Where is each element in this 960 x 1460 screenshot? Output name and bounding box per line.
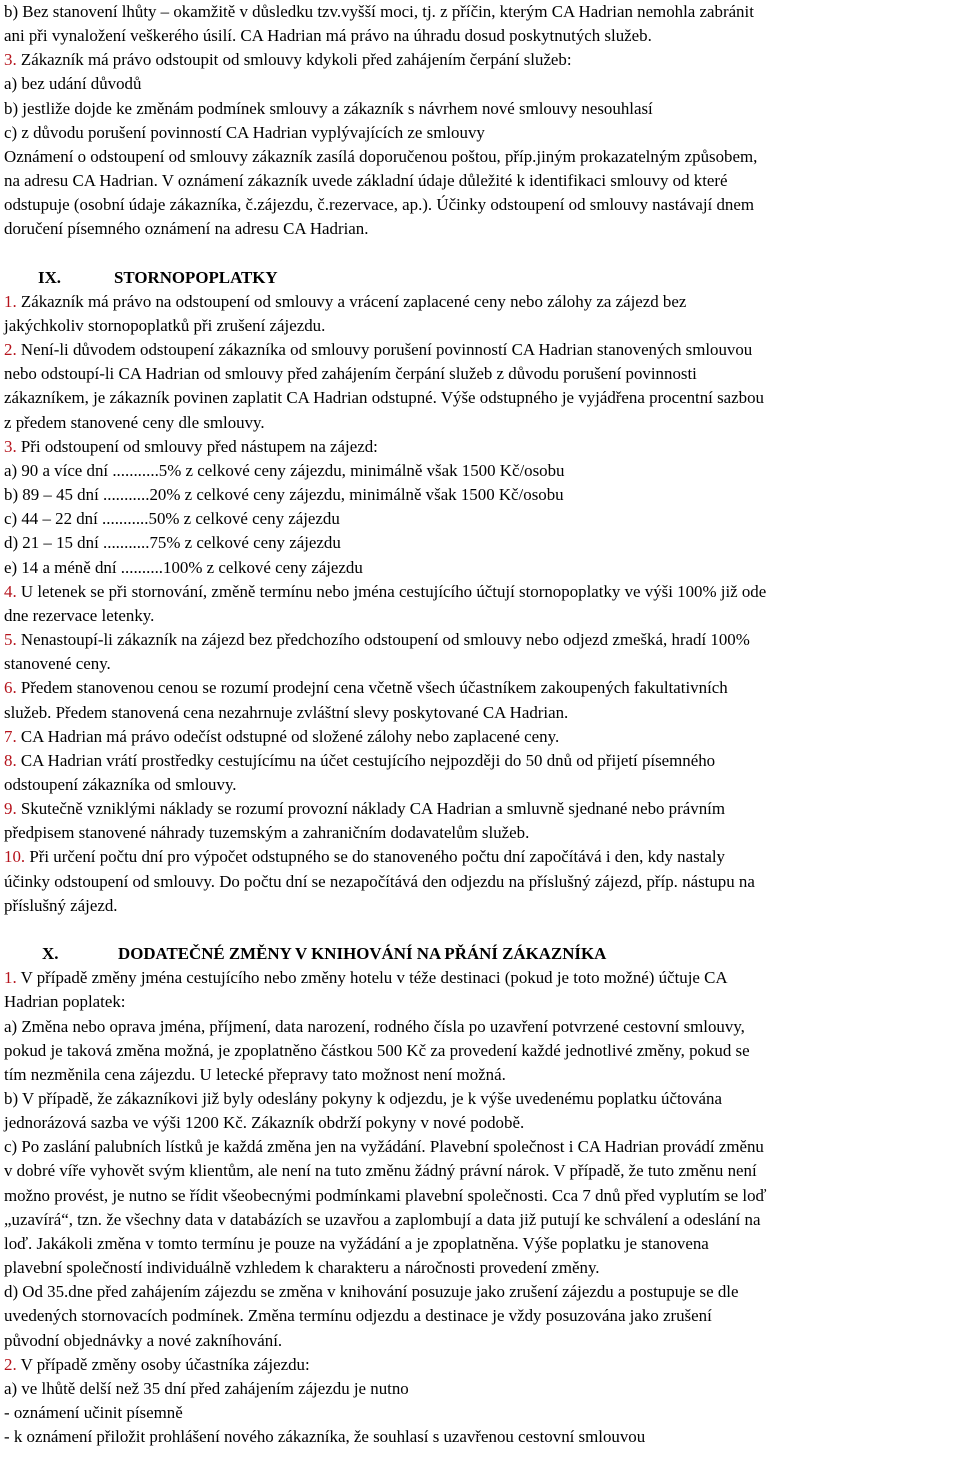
line-text: a) ve lhůtě delší než 35 dní před zahájením zájezdu je nutno <box>4 1378 409 1398</box>
text-line <box>4 1304 960 1328</box>
line-text: „uzavírá“, tzn. že všechny data v databázích se uzavřou a zaplombují a data již putují ke schválení a odeslání na <box>4 1209 761 1229</box>
line-text: nebo odstoupí-li CA Hadrian od smlouvy před zahájením čerpání služeb z důvodu porušení povinnosti <box>4 364 697 384</box>
line-text: CA Hadrian má právo odečíst odstupné od složené zálohy nebo zaplacené ceny. <box>16 726 560 746</box>
item-number: 9. <box>4 799 17 819</box>
text-line <box>4 145 960 169</box>
text-line <box>4 1039 960 1063</box>
text-line <box>4 1111 960 1135</box>
numbered-line <box>4 338 960 362</box>
item-number: 8. <box>4 750 17 770</box>
line-text: c) 44 – 22 dní ...........50% z celkové ceny zájezdu <box>4 509 340 529</box>
line-text: stanovené ceny. <box>4 654 111 674</box>
text-line <box>4 314 960 338</box>
line-text: ani při vynaložení veškerého úsilí. CA Hadrian má právo na úhradu dosud poskytnutých služeb. <box>4 26 652 46</box>
line-text: příslušný zájezd. <box>4 895 118 915</box>
item-number: 7. <box>4 726 17 746</box>
numbered-line <box>4 966 960 990</box>
section-number: IX. <box>38 267 61 287</box>
text-line <box>4 386 960 410</box>
text-line <box>4 894 960 918</box>
text-line <box>4 459 960 483</box>
text-line <box>4 1232 960 1256</box>
text-line <box>4 72 960 96</box>
text-line <box>4 0 960 24</box>
line-text: Není-li důvodem odstoupení zákazníka od smlouvy porušení povinností CA Hadrian stanovených smlouvou <box>16 340 753 360</box>
line-text: Skutečně vzniklými náklady se rozumí provozní náklady CA Hadrian a smluvně sjednané nebo právním <box>16 799 725 819</box>
line-text: - oznámení učinit písemně <box>4 1403 183 1423</box>
line-text: v dobré víře vyhovět svým klientům, ale není na tuto změnu žádný právní nárok. V případě, že tuto změnu není <box>4 1161 757 1181</box>
spacer <box>4 242 960 266</box>
item-number: 3. <box>4 50 17 70</box>
numbered-line <box>4 725 960 749</box>
line-text: a) bez udání důvodů <box>4 74 142 94</box>
text-line <box>4 604 960 628</box>
line-text: předpisem stanovené náhrady tuzemským a zahraničním dodavatelům služeb. <box>4 823 530 843</box>
line-text: Při odstoupení od smlouvy před nástupem na zájezd: <box>16 436 378 456</box>
numbered-line <box>4 628 960 652</box>
item-number: 3. <box>4 436 17 456</box>
line-text: d) Od 35.dne před zahájením zájezdu se změna v knihování posuzuje jako zrušení zájezdu a postupuje se dle <box>4 1282 739 1302</box>
text-line <box>4 169 960 193</box>
line-text: a) 90 a více dní ...........5% z celkové ceny zájezdu, minimálně však 1500 Kč/osobu <box>4 460 565 480</box>
line-text: služeb. Předem stanovená cena nezahrnuje zvláštní slevy poskytované CA Hadrian. <box>4 702 569 722</box>
line-text: b) 89 – 45 dní ...........20% z celkové ceny zájezdu, minimálně však 1500 Kč/osobu <box>4 485 564 505</box>
paragraph-force-majeure <box>4 0 960 48</box>
line-text: d) 21 – 15 dní ...........75% z celkové ceny zájezdu <box>4 533 341 553</box>
line-text: dne rezervace letenky. <box>4 605 155 625</box>
line-text: V případě změny osoby účastníka zájezdu: <box>16 1354 310 1374</box>
line-text: Při určení počtu dní pro výpočet odstupného se do stanoveného počtu dní započítává i den, kdy nastaly <box>25 847 725 867</box>
line-text: z předem stanovené ceny dle smlouvy. <box>4 412 265 432</box>
numbered-line <box>4 845 960 869</box>
text-line <box>4 701 960 725</box>
text-line <box>4 531 960 555</box>
section-number: X. <box>42 944 59 964</box>
line-text: zákazníkem, je zákazník povinen zaplatit CA Hadrian odstupné. Výše odstupného je vyjádřena procentní sazbou <box>4 388 764 408</box>
text-line <box>4 24 960 48</box>
text-line <box>4 1401 960 1425</box>
line-text: - k oznámení přiložit prohlášení nového zákazníka, že souhlasí s uzavřenou cestovní smlouvou <box>4 1427 646 1447</box>
line-text: e) 14 a méně dní ..........100% z celkové ceny zájezdu <box>4 557 363 577</box>
text-line <box>4 652 960 676</box>
spacer <box>4 918 960 942</box>
text-line <box>4 1329 960 1353</box>
line-text: jednorázová sazba ve výši 1200 Kč. Zákazník obdrží pokyny v nové podobě. <box>4 1113 525 1133</box>
numbered-line <box>4 676 960 700</box>
line-text: původní objednávky a nové zakníhování. <box>4 1330 283 1350</box>
text-line <box>4 1135 960 1159</box>
text-line <box>4 1015 960 1039</box>
item-number: 6. <box>4 678 17 698</box>
text-line <box>4 1208 960 1232</box>
paragraph-withdrawal <box>4 48 960 241</box>
numbered-line <box>4 749 960 773</box>
numbered-line <box>4 290 960 314</box>
text-line <box>4 1087 960 1111</box>
numbered-line <box>4 580 960 604</box>
text-line <box>4 1063 960 1087</box>
numbered-line <box>4 435 960 459</box>
text-line <box>4 48 960 72</box>
numbered-line <box>4 1353 960 1377</box>
text-line <box>4 217 960 241</box>
line-text: Hadrian poplatek: <box>4 992 126 1012</box>
text-line <box>4 870 960 894</box>
text-line <box>4 773 960 797</box>
line-text: loď. Jakákoli změna v tomto termínu je pouze na vyžádání a je zpoplatněna. Výše poplatku je stanovena <box>4 1233 709 1253</box>
text-line <box>4 193 960 217</box>
text-line <box>4 1377 960 1401</box>
line-text: c) z důvodu porušení povinností CA Hadrian vyplývajících ze smlouvy <box>4 122 485 142</box>
line-text: U letenek se při stornování, změně termínu nebo jména cestujícího účtují stornopoplatky ve výši 100% již ode <box>16 581 767 601</box>
line-text: Oznámení o odstoupení od smlouvy zákazník zasílá doporučenou poštou, příp.jiným prokazatelným způsobem, <box>4 146 758 166</box>
line-text: účinky odstoupení od smlouvy. Do počtu dní se nezapočítává den odjezdu na příslušný zájezd, příp. nástupu na <box>4 871 755 891</box>
text-line <box>4 507 960 531</box>
text-line <box>4 483 960 507</box>
section-title: DODATEČNÉ ZMĚNY V KNIHOVÁNÍ NA PŘÁNÍ ZÁKAZNÍKA <box>118 944 607 964</box>
text-line <box>4 362 960 386</box>
item-number: 4. <box>4 581 17 601</box>
line-text: Nenastoupí-li zákazník na zájezd bez předchozího odstoupení od smlouvy nebo odjezd zmešká, hradí 100% <box>16 630 750 650</box>
text-line <box>4 1425 960 1449</box>
line-text: b) jestliže dojde ke změnám podmínek smlouvy a zákazník s návrhem nové smlouvy nesouhlasí <box>4 98 653 118</box>
text-line <box>4 1184 960 1208</box>
line-text: doručení písemného oznámení na adresu CA Hadrian. <box>4 219 369 239</box>
item-number: 1. <box>4 968 17 988</box>
item-number: 1. <box>4 291 17 311</box>
line-text: tím nezměnila cena zájezdu. U letecké přepravy tato možnost není možná. <box>4 1064 506 1084</box>
text-line <box>4 556 960 580</box>
section-heading-ix <box>4 266 960 290</box>
text-line <box>4 990 960 1014</box>
text-line <box>4 97 960 121</box>
line-text: pokud je taková změna možná, je zpoplatněno částkou 500 Kč za provedení každé jednotlivé změny, pokud se <box>4 1040 750 1060</box>
line-text: b) V případě, že zákazníkovi již byly odeslány pokyny k odjezdu, je k výše uvedenému poplatku účtována <box>4 1089 722 1108</box>
line-text: uvedených stornovacích podmínek. Změna termínu odjezdu a destinace je vždy posuzována jako zrušení <box>4 1306 712 1326</box>
line-text: možno provést, je nutno se řídit všeobecnými podmínkami plavební společnosti. Cca 7 dnů před vyplutím se loď <box>4 1185 767 1205</box>
line-text: CA Hadrian vrátí prostředky cestujícímu na účet cestujícího nejpozději do 50 dnů od přijetí písemného <box>16 750 716 770</box>
line-text: odstoupení zákazníka od smlouvy. <box>4 774 237 794</box>
text-line <box>4 1280 960 1304</box>
item-number: 2. <box>4 340 17 360</box>
line-text: plavební společností individuálně vzhledem k charakteru a náročnosti provedení změny. <box>4 1258 600 1278</box>
section-heading-x <box>4 942 960 966</box>
line-text: na adresu CA Hadrian. V oznámení zákazník uvede základní údaje důležité k identifikaci smlouvy od které <box>4 171 728 191</box>
text-line <box>4 411 960 435</box>
line-text: c) Po zaslání palubních lístků je každá změna jen na vyžádání. Plavební společnost i CA Hadrian provádí změnu <box>4 1137 764 1157</box>
section-ix-body <box>4 290 960 918</box>
item-number: 10. <box>4 847 26 867</box>
section-x-body <box>4 966 960 1449</box>
line-text: b) Bez stanovení lhůty – okamžitě v důsledku tzv.vyšší moci, tj. z příčin, kterým CA Hadrian nemohla zabránit <box>4 2 754 21</box>
text-line <box>4 821 960 845</box>
text-line <box>4 1256 960 1280</box>
line-text: a) Změna nebo oprava jména, příjmení, data narození, rodného čísla po uzavření potvrzené cestovní smlouvy, <box>4 1016 745 1036</box>
text-line <box>4 121 960 145</box>
item-number: 2. <box>4 1354 17 1374</box>
line-text: Předem stanovenou cenou se rozumí prodejní cena včetně všech účastníkem zakoupených fakultativních <box>16 678 728 698</box>
line-text: Zákazník má právo odstoupit od smlouvy kdykoli před zahájením čerpání služeb: <box>16 50 572 70</box>
line-text: Zákazník má právo na odstoupení od smlouvy a vrácení zaplacené ceny nebo zálohy za zájezd bez <box>16 291 687 311</box>
text-line <box>4 1159 960 1183</box>
line-text: jakýchkoliv stornopoplatků při zrušení zájezdu. <box>4 316 326 336</box>
item-number: 5. <box>4 630 17 650</box>
numbered-line <box>4 797 960 821</box>
line-text: V případě změny jména cestujícího nebo změny hotelu v téže destinaci (pokud je toto možné) účtuje CA <box>16 968 728 988</box>
line-text: odstupuje (osobní údaje zákazníka, č.zájezdu, č.rezervace, ap.). Účinky odstoupení od smlouvy nastávají dnem <box>4 195 754 215</box>
section-title: STORNOPOPLATKY <box>114 267 278 287</box>
